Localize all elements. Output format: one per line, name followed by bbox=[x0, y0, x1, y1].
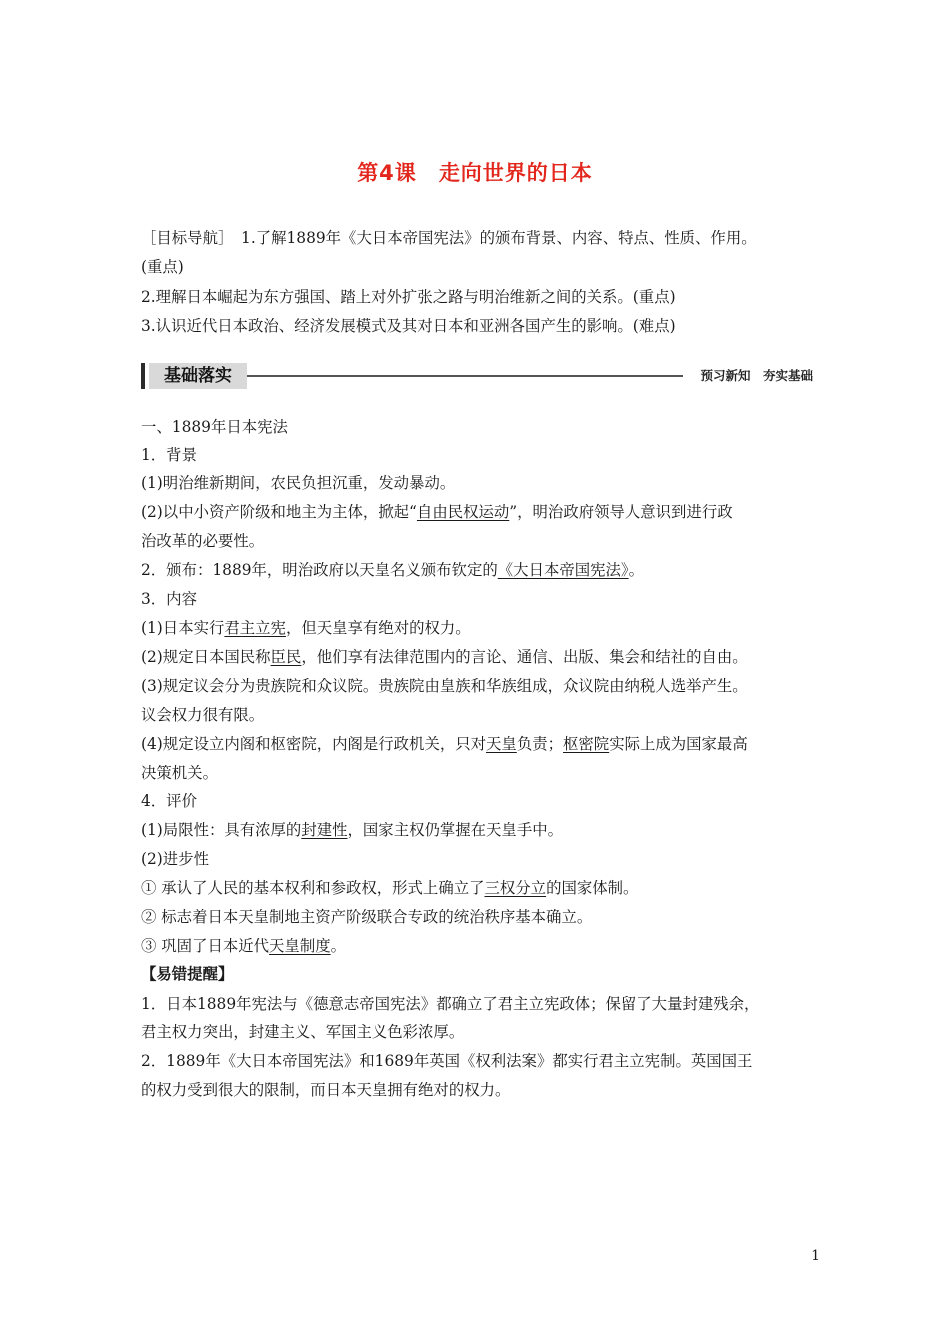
goal-line-1b: (重点) bbox=[141, 258, 184, 276]
content-point-4-cont: 决策机关。 bbox=[141, 764, 218, 782]
tip-2: 2．1889年《大日本帝国宪法》和1689年英国《权利法案》都实行君主立宪制。英国国王 bbox=[141, 1052, 753, 1070]
answer-blank: 枢密院 bbox=[563, 735, 610, 753]
text: 2．颁布：1889年，明治政府以天皇名义颁布钦定的 bbox=[141, 561, 498, 579]
background-point-2-cont: 治改革的必要性。 bbox=[141, 532, 265, 550]
goal-line-1: ［目标导航］ 1.了解1889年《大日本帝国宪法》的颁布背景、内容、特点、性质、作用。 bbox=[141, 229, 757, 247]
content-point-2 bbox=[141, 643, 813, 672]
section-marker bbox=[141, 363, 145, 389]
answer-blank: 臣民 bbox=[270, 648, 302, 666]
content-point-1 bbox=[141, 614, 813, 643]
tip-1: 1．日本1889年宪法与《德意志帝国宪法》都确立了君主立宪政体；保留了大量封建残余， bbox=[141, 995, 760, 1013]
heading-constitution: 一、1889年日本宪法 bbox=[141, 418, 288, 436]
text: 实际上成为国家最高 bbox=[609, 735, 748, 753]
evaluation-limitation bbox=[141, 816, 813, 845]
promulgation bbox=[141, 556, 813, 585]
lesson-number: 第4课 bbox=[357, 161, 417, 185]
text: (2)规定日本国民称 bbox=[141, 648, 271, 666]
section-label: 基础落实 bbox=[149, 363, 247, 389]
text: ③ 巩固了日本近代 bbox=[141, 937, 270, 955]
tip-2-cont: 的权力受到很大的限制，而日本天皇拥有绝对的权力。 bbox=[141, 1081, 511, 1099]
text: 的国家体制。 bbox=[546, 879, 639, 897]
progress-item-1 bbox=[141, 874, 813, 903]
text: ① 承认了人民的基本权利和参政权，形式上确立了 bbox=[141, 879, 485, 897]
answer-blank: 《大日本帝国宪法》 bbox=[497, 561, 629, 579]
lesson-name: 走向世界的日本 bbox=[438, 161, 593, 185]
content-point-4 bbox=[141, 730, 813, 759]
tip-1-cont: 君主权力突出，封建主义、军国主义色彩浓厚。 bbox=[141, 1023, 465, 1041]
text: (2)以中小资产阶级和地主为主体，掀起“ bbox=[141, 503, 417, 521]
answer-blank: 自由民权运动 bbox=[416, 503, 510, 521]
text: (4)规定设立内阁和枢密院，内阁是行政机关，只对 bbox=[141, 735, 487, 753]
text: ，国家主权仍掌握在天皇手中。 bbox=[347, 821, 563, 839]
text: (1)日本实行 bbox=[141, 619, 225, 637]
content-point-3-cont: 议会权力很有限。 bbox=[141, 706, 265, 724]
content-point-3: (3)规定议会分为贵族院和众议院。贵族院由皇族和华族组成，众议院由纳税人选举产生。 bbox=[141, 677, 748, 695]
goal-line-2: 2.理解日本崛起为东方强国、踏上对外扩张之路与明治维新之间的关系。(重点) bbox=[141, 288, 676, 306]
subheading-background: 1．背景 bbox=[141, 446, 197, 464]
subheading-evaluation: 4．评价 bbox=[141, 792, 197, 810]
answer-blank: 天皇 bbox=[486, 735, 517, 753]
section-subtitle: 预习新知 夯实基础 bbox=[700, 368, 813, 383]
answer-blank: 天皇制度 bbox=[269, 937, 331, 955]
progress-item-3 bbox=[141, 932, 813, 961]
text: ，但天皇享有绝对的权力。 bbox=[285, 619, 471, 637]
background-point-1: (1)明治维新期间，农民负担沉重，发动暴动。 bbox=[141, 474, 456, 492]
answer-blank: 三权分立 bbox=[484, 879, 547, 897]
tip-heading: 【易错提醒】 bbox=[141, 965, 234, 983]
text: 负责； bbox=[516, 735, 563, 753]
text: (1)局限性：具有浓厚的 bbox=[141, 821, 302, 839]
goal-line-3: 3.认识近代日本政治、经济发展模式及其对日本和亚洲各国产生的影响。(难点) bbox=[141, 317, 676, 335]
text: ，他们享有法律范围内的言论、通信、出版、集会和结社的自由。 bbox=[301, 648, 748, 666]
background-point-2 bbox=[141, 498, 813, 527]
evaluation-progress: (2)进步性 bbox=[141, 850, 209, 868]
page-title bbox=[0, 157, 950, 187]
answer-blank: 封建性 bbox=[301, 821, 348, 839]
page-number: 1 bbox=[811, 1248, 820, 1264]
section-header bbox=[141, 363, 813, 389]
progress-item-2: ② 标志着日本天皇制地主资产阶级联合专政的统治秩序基本确立。 bbox=[141, 908, 593, 926]
text: ”，明治政府领导人意识到进行政 bbox=[509, 503, 733, 521]
answer-blank: 君主立宪 bbox=[224, 619, 286, 637]
text: 。 bbox=[628, 561, 645, 579]
section-divider bbox=[247, 375, 683, 377]
subheading-content: 3．内容 bbox=[141, 590, 197, 608]
text: 。 bbox=[330, 937, 347, 955]
